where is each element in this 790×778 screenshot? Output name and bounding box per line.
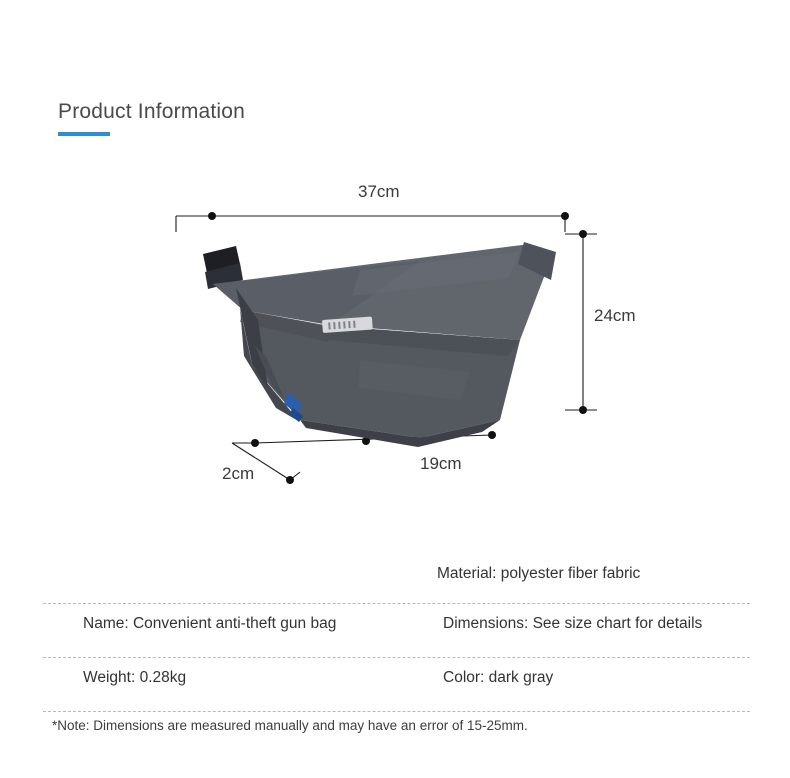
bag-shape	[203, 242, 556, 447]
spec-table	[43, 603, 750, 712]
section-header	[58, 100, 245, 136]
dimension-width-label: 37cm	[358, 182, 400, 201]
spec-color: Color: dark gray	[443, 669, 554, 686]
product-dimension-diagram	[0, 160, 790, 540]
table-row	[43, 657, 750, 712]
spec-dimensions: Dimensions: See size chart for details	[443, 615, 703, 632]
table-row	[43, 603, 750, 657]
dimension-thickness-label: 2cm	[222, 464, 255, 483]
dimension-height-label: 24cm	[594, 306, 636, 325]
dimension-depth-label: 19cm	[420, 454, 462, 473]
bag-illustration	[0, 160, 790, 540]
page-title: Product Information	[58, 100, 246, 123]
material-text: Material: polyester fiber fabric	[437, 565, 641, 582]
measurement-note: *Note: Dimensions are measured manually and may have an error of 15-25mm.	[52, 718, 528, 733]
spec-name: Name: Convenient anti-theft gun bag	[83, 615, 337, 632]
spec-weight: Weight: 0.28kg	[83, 669, 187, 686]
title-underline	[58, 132, 110, 136]
